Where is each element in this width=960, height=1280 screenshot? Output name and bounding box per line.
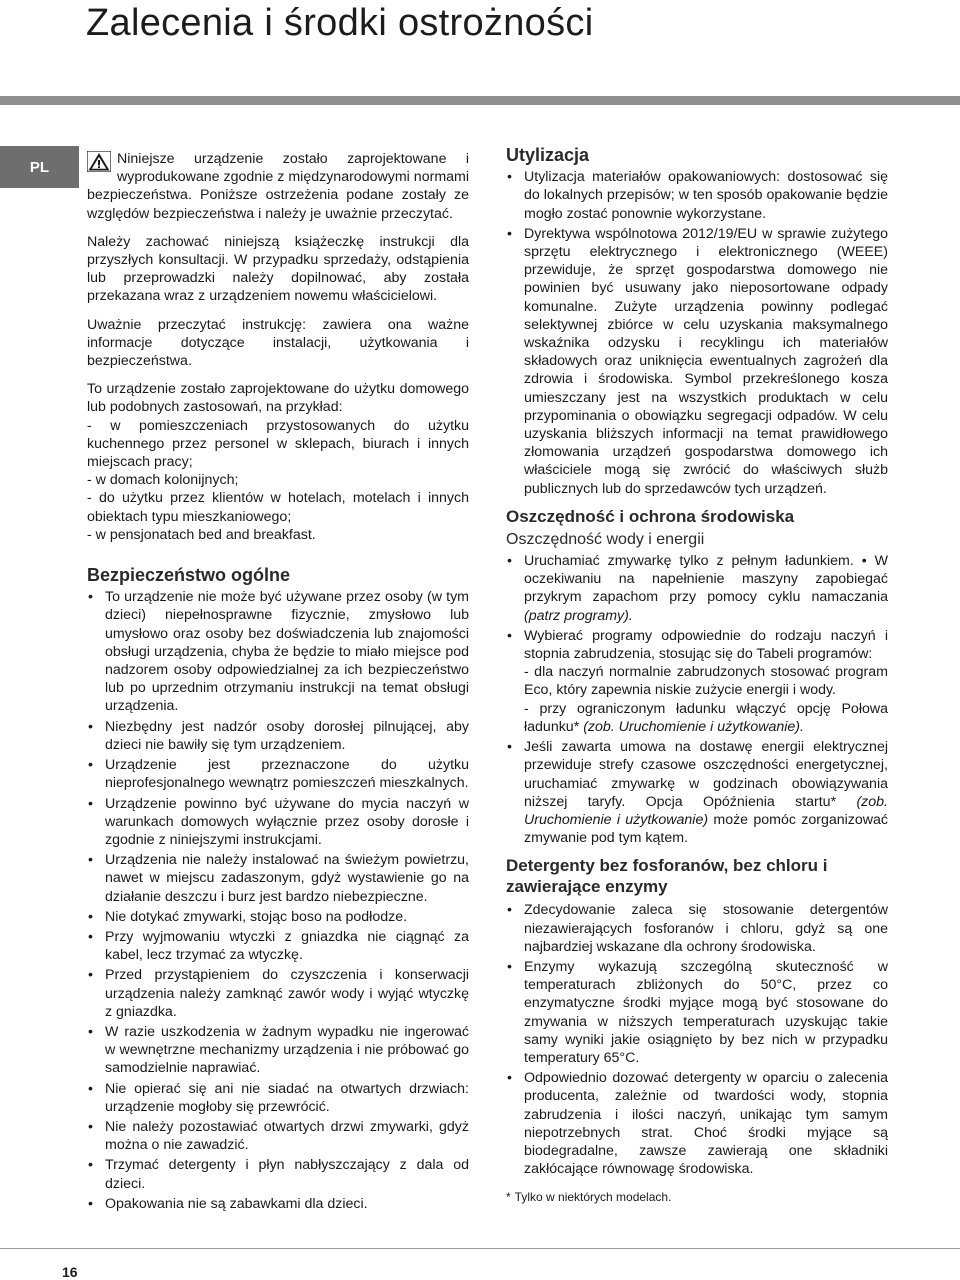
energy-list xyxy=(506,552,888,847)
language-tab: PL xyxy=(0,146,79,188)
page-title: Zalecenia i środki ostrożności xyxy=(86,2,594,44)
footnote-text: Tylko w niektórych modelach. xyxy=(514,1190,672,1205)
use-case-item: - w pensjonatach bed and breakfast. xyxy=(87,526,316,543)
energy-item-ref: (zob. Uruchomienie i użytkowanie). xyxy=(583,718,804,735)
safety-item: • Urządzenie jest przeznaczone do użytku nieprofesjonalnego wewnątrz pomieszczeń mieszkalnych. xyxy=(87,756,469,792)
safety-item: • Trzymać detergenty i płyn nabłyszczający z dala od dzieci. xyxy=(87,1156,469,1192)
intro-paragraph-1: Niniejsze urządzenie zostało zaprojektowane i wyprodukowane zgodnie z międzynarodowymi normami bezpieczeństwa. Poniższe ostrzeżenia podane zostały ze względów bezpieczeństwa i należy je uważnie przeczytać. xyxy=(87,151,469,222)
detergent-list xyxy=(506,901,888,1178)
detergent-item: • Odpowiednio dozować detergenty w oparciu o zalecenia producenta, zależnie od twardości wody, stopnia zabrudzenia i ilości naczyń, unikając tym samym niepotrzebnych strat. Choć środki myjące są biodegradalne, zawsze zawierają one składniki zakłócające równowagę środowiska. xyxy=(506,1069,888,1178)
safety-item: • Urządzenia nie należy instalować na świeżym powietrzu, nawet w miejscu zadaszonym, gdyż wystawienie go na działanie deszczu i burz jest bardzo niebezpieczne. xyxy=(87,851,469,906)
energy-item-text xyxy=(524,700,888,736)
safety-item: • Niezbędny jest nadzór osoby dorosłej pilnującej, aby dzieci nie bawiły się tym urządzeniem. xyxy=(87,718,469,754)
safety-list xyxy=(87,588,469,1213)
right-column xyxy=(506,146,888,1207)
footnote-mark: * xyxy=(506,1190,511,1205)
energy-item-text: - dla naczyń normalnie zabrudzonych stosować program Eco, który zapewnia niskie zużycie energii i wody. xyxy=(524,664,888,699)
safety-item: • Nie dotykać zmywarki, stojąc boso na podłodze. xyxy=(87,908,469,926)
intro-paragraph-3: Uważnie przeczytać instrukcję: zawiera ona ważne informacje dotyczące instalacji, użytkowania i bezpieczeństwa. xyxy=(87,316,469,370)
intro-paragraph-2: Należy zachować niniejszą książeczkę instrukcji dla przyszłych konsultacji. W przypadku sprzedaży, odstąpienia lub przeprowadzki należy dopilnować, aby została przekazana wraz z urządzeniem nowemu właścicielowi. xyxy=(87,233,469,305)
safety-item: • Przy wyjmowaniu wtyczki z gniazdka nie ciągnąć za kabel, lecz trzymać za wtyczkę. xyxy=(87,928,469,964)
safety-item: • To urządzenie nie może być używane przez osoby (w tym dzieci) niepełnosprawne fizycznie, zmysłowo lub umysłowo oraz osoby bez doświadczenia lub znajomości obsługi urządzenia, chyba że będzie to miało miejsce pod nadzorem osoby odpowiedzialnej za ich bezpieczeństwo lub po uprzednim otrzymaniu instrukcji na temat obsługi urządzenia. xyxy=(87,588,469,715)
safety-item: • Nie opierać się ani nie siadać na otwartych drzwiach: urządzenie mogłoby się przewrócić. xyxy=(87,1080,469,1116)
use-case-list xyxy=(87,417,469,544)
safety-item: • W razie uszkodzenia w żadnym wypadku nie ingerować w wewnętrzne mechanizmy urządzenia i nie próbować go samodzielnie naprawiać. xyxy=(87,1023,469,1078)
warning-icon xyxy=(87,151,111,172)
energy-item-ref: (zob. Uruchomienie i użytkowanie) xyxy=(524,793,888,828)
energy-item-text: może pomóc zorganizować zmywanie pod tym kątem. xyxy=(524,811,888,847)
intro-paragraph-4: To urządzenie zostało zaprojektowane do użytku domowego lub podobnych zastosowań, na przykład: xyxy=(87,381,469,416)
energy-item-text: Jeśli zawarta umowa na dostawę energii elektrycznej przewiduje strefy czasowe oszczędności energetycznej, uruchamiać zmywarkę w godzinach obowiązywania niższej taryfy. Opcja Opóźnienia startu* xyxy=(524,739,888,810)
energy-item xyxy=(506,552,888,625)
intro-warning xyxy=(87,150,469,223)
disposal-heading: Utylizacja xyxy=(506,145,590,165)
footer-rule xyxy=(0,1248,960,1249)
safety-item: • Urządzenie powinno być używane do mycia naczyń w warunkach domowych wyłącznie przez osoby dorosłe i zgodnie z niniejszymi instrukcjami. xyxy=(87,795,469,850)
use-case-item: - w pomieszczeniach przystosowanych do użytku kuchennego przez personel w sklepach, biurach i innych miejscach pracy; xyxy=(87,417,469,471)
detergent-item: • Enzymy wykazują szczególną skuteczność w temperaturach zbliżonych do 50°C, przez co enzymatyczne środki myjące mogą być stosowane do zmywania w niższych temperaturach uzyskując takie samy wyniki jakie osiągnięto by bez nich w przypadku temperatury 65°C. xyxy=(506,958,888,1067)
disposal-list xyxy=(506,168,888,498)
energy-item-ref: (patrz programy). xyxy=(524,607,633,624)
energy-item xyxy=(506,738,888,847)
environment-heading: Oszczędność i ochrona środowiska xyxy=(506,506,795,526)
energy-item-text: • Wybierać programy odpowiednie do rodzaju naczyń i stopnia zabrudzenia, stosując się do Tabeli programów: xyxy=(524,627,888,663)
left-column xyxy=(87,150,469,1219)
energy-item xyxy=(506,627,888,736)
use-case-item: - do użytku przez klientów w hotelach, motelach i innych obiektach typu mieszkaniowego; xyxy=(87,490,469,525)
safety-item: • Przed przystąpieniem do czyszczenia i konserwacji urządzenia należy zamknąć zawór wody i wyjąć wtyczkę z gniazdka. xyxy=(87,966,469,1021)
footnote xyxy=(506,1188,888,1206)
water-energy-subheading: Oszczędność wody i energii xyxy=(506,530,705,548)
header-rule xyxy=(0,96,960,105)
disposal-item: • Utylizacja materiałów opakowaniowych: dostosować się do lokalnych przepisów; w ten sposób opakowanie będzie mogło zostać ponownie wykorzystane. xyxy=(506,168,888,223)
detergent-item: • Zdecydowanie zaleca się stosowanie detergentów niezawierających fosforanów i chloru, gdyż są one najbardziej wskazane dla ochrony środowiska. xyxy=(506,901,888,956)
safety-item: • Opakowania nie są zabawkami dla dzieci. xyxy=(87,1195,469,1213)
detergent-heading: Detergenty bez fosforanów, bez chloru i zawierające enzymy xyxy=(506,856,828,897)
energy-item-text: - przy ograniczonym ładunku włączyć opcję Połowa ładunku* xyxy=(524,700,888,735)
safety-heading: Bezpieczeństwo ogólne xyxy=(87,565,291,586)
disposal-item: • Dyrektywa wspólnotowa 2012/19/EU w sprawie zużytego sprzętu elektrycznego i elektronicznego (WEEE) przewiduje, że sprzęt gospodarstwa domowego nie powinien być usuwany jako nieposortowane odpady komunalne. Zużyte urządzenia powinny podlegać selektywnej zbiórce w celu uzyskania maksymalnego wskaźnika odzysku i recyklingu ich materiałów składowych oraz uniknięcia ewentualnych zagrożeń dla zdrowia i środowiska. Symbol przekreślonego kosza umieszczany jest na wszystkich produktach w celu przypominania o obowiązku segregacji odpadów. W celu uzyskania bliższych informacji na temat prawidłowego złomowania urządzeń gospodarstwa domowego ich właściciele mogą się zwrócić do właściwych służb publicznych lub do sprzedawców tych urządzeń. xyxy=(506,225,888,498)
page-number: 16 xyxy=(62,1264,78,1280)
use-case-item: - w domach kolonijnych; xyxy=(87,472,239,489)
safety-item: • Nie należy pozostawiać otwartych drzwi zmywarki, gdyż można o nie zawadzić. xyxy=(87,1118,469,1154)
energy-item-text: Uruchamiać zmywarkę tylko z pełnym ładunkiem. • W oczekiwaniu na napełnienie maszyny zapobiegać przykrym zapachom przy pomocy cyklu namaczania xyxy=(524,553,888,606)
